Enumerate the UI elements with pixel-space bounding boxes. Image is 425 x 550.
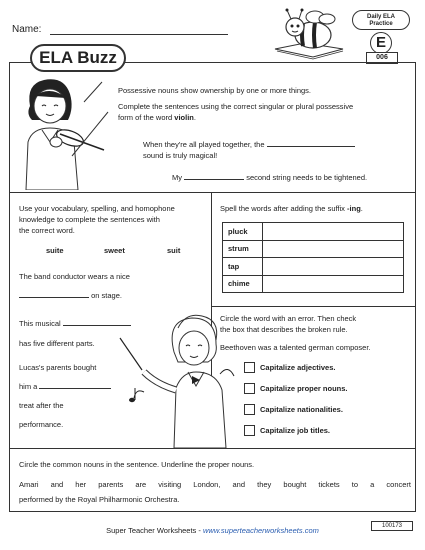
instructions-text: Circle the word with an error. Then check [220,314,357,323]
rule-option[interactable] [244,362,335,373]
option-label: Capitalize nationalities. [260,405,343,414]
instructions-text: Spell the words after adding the suffix [220,204,348,213]
instructions-text: form of the word [118,113,175,122]
word-cell: chime [223,275,263,293]
instructions-text: knowledge to complete the sentences with [19,215,160,224]
possessive-sentence-1 [143,139,413,161]
sentence-text: When they're all played together, the [143,140,265,149]
badge-line1: Daily ELA [366,14,395,20]
possessive-instructions [118,101,413,123]
punctuation: . [193,113,196,122]
option-label: Capitalize proper nouns. [260,384,348,393]
word-bank-item: sweet [104,246,125,255]
answer-cell[interactable] [263,258,404,276]
footer-site: Super Teacher Worksheets - [106,526,203,535]
error-sentence[interactable]: Beethoven was a talented german composer. [220,343,371,352]
homophone-sentence-3-end: performance. [19,420,64,429]
checkbox[interactable] [244,362,255,373]
answer-blank[interactable] [184,179,244,180]
homophone-sentence-1-end [19,290,209,301]
suffix-instructions [220,203,415,214]
footer-link[interactable]: www.superteacherworksheets.com [202,526,319,535]
possessive-sentence-2 [172,172,412,183]
sentence-text: This musical [19,319,61,328]
worksheet-code: 100173 [371,521,413,531]
badge-line2: Practice [369,21,393,27]
divider [9,192,416,193]
name-field[interactable] [50,34,228,35]
homophone-sentence-3-cont: treat after the [19,401,64,410]
answer-blank[interactable] [267,146,355,147]
checkbox[interactable] [244,383,255,394]
instructions-text: the box that describes the broken rule. [220,325,348,334]
word-bank-item: suite [46,246,64,255]
checkbox[interactable] [244,425,255,436]
suffix-table [222,222,404,293]
sentence-text: The band conductor wears a nice [19,272,130,281]
sentence-text: on stage. [91,291,122,300]
word-cell: pluck [223,223,263,241]
homophone-sentence-2-end: has five different parts. [19,339,95,348]
checkbox[interactable] [244,404,255,415]
word-cell: tap [223,258,263,276]
footer [0,526,425,535]
conductor-illustration [116,310,236,448]
table-row [223,223,404,241]
nouns-sentence-line2[interactable]: performed by the Royal Philharmonic Orchestra. [19,495,180,504]
violinist-illustration [12,72,112,190]
homophone-sentence-3-blank [19,381,111,392]
instructions-text: the correct word. [19,226,75,235]
divider [9,448,416,449]
table-row [223,258,404,276]
option-label: Capitalize job titles. [260,426,331,435]
possessive-intro: Possessive nouns show ownership by one or more things. [118,86,312,95]
option-label: Capitalize adjectives. [260,363,336,372]
page-title: ELA Buzz [30,44,126,72]
instructions-text: Complete the sentences using the correct singular or plural possessive [118,102,354,111]
answer-cell[interactable] [263,240,404,258]
rule-option[interactable] [244,383,348,394]
nouns-instructions: Circle the common nouns in the sentence. Underline the proper nouns. [19,460,255,469]
suffix: -ing [347,204,361,213]
sentence-text: second string needs to be tightened. [246,173,368,182]
daily-ela-badge [352,10,410,30]
answer-cell[interactable] [263,275,404,293]
punctuation: . [360,204,363,213]
sentence-text: him a [19,382,38,391]
answer-blank[interactable] [19,297,89,298]
answer-cell[interactable] [263,223,404,241]
error-instructions [220,313,415,335]
homophone-sentence-3: Lucas's parents bought [19,363,97,372]
worksheet-number: 006 [366,52,398,64]
table-row [223,275,404,293]
rule-option[interactable] [244,425,330,436]
target-word: violin [174,113,194,122]
homophone-sentence-1 [19,271,209,282]
word-bank-item: suit [167,246,181,255]
answer-blank[interactable] [39,388,111,389]
divider [211,306,416,307]
name-label: Name: [12,24,42,35]
bee-icon [265,5,357,61]
table-row [223,240,404,258]
level-badge: E [370,32,392,54]
sentence-text: My [172,173,182,182]
homophone-instructions [19,203,209,236]
instructions-text: Use your vocabulary, spelling, and homophone [19,204,175,213]
word-cell: strum [223,240,263,258]
sentence-text: sound is truly magical! [143,151,218,160]
rule-option[interactable] [244,404,343,415]
nouns-sentence-line1[interactable]: Amari and her parents are visiting London, and they bought tickets to a concert [19,480,411,489]
